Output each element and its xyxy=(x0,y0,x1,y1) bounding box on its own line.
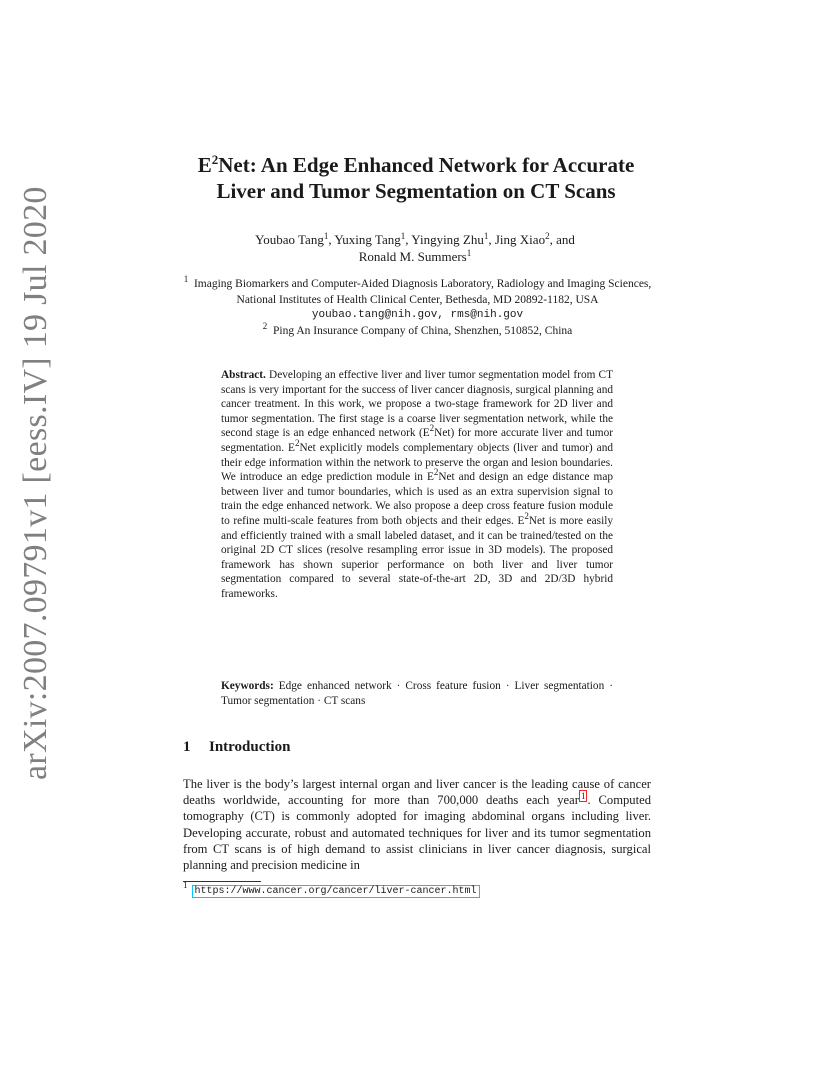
section-heading xyxy=(183,739,290,756)
affiliation-1 xyxy=(180,274,655,308)
author-name: Yuxing Tang xyxy=(334,232,401,247)
abstract-text: Net and design an edge distance map between liver and tumor boundaries, which is used as an extra supervision signal to train the edge enhanced network. We also propose a deep cross feature fusion module to refine multi-scale features from both objects and their edges. E xyxy=(221,471,613,527)
e2-sup: 2 xyxy=(524,510,529,521)
arxiv-stamp: arXiv:2007.09791v1 [eess.IV] 19 Jul 2020 xyxy=(17,186,54,780)
footnote-divider xyxy=(183,881,261,882)
abstract-text: Net explicitly models complementary objects (liver and tumor) and their edge information within the network to preserve the organ and lesion boundaries. We introduce an edge prediction module in E xyxy=(221,441,613,484)
keywords-text: Edge enhanced network · Cross feature fusion · Liver segmentation · Tumor segmentation · CT scans xyxy=(221,680,613,707)
affiliations xyxy=(180,274,655,339)
author-aff: 1 xyxy=(483,231,489,241)
author-aff: 1 xyxy=(466,248,472,258)
paper-title xyxy=(150,152,682,204)
intro-paragraph xyxy=(183,776,651,873)
author-aff: 1 xyxy=(323,231,329,241)
footnote-url-link[interactable]: https://www.cancer.org/cancer/liver-cancer.html xyxy=(192,885,480,898)
abstract-text: Net) for more accurate liver and tumor segmentation. E xyxy=(221,427,613,454)
intro-text: . Computed tomography (CT) is commonly adopted for imaging abdominal organs including liver. Developing accurate, robust and automated techniques for liver and its tumor segmentation from CT scans is of high demand to assist clinicians in liver cancer diagnosis, surgical planning and precision medicine in xyxy=(183,793,651,873)
affiliation-text: Imaging Biomarkers and Computer-Aided Diagnosis Laboratory, Radiology and Imaging Sciences, National Institutes of Health Clinical Center, Bethesda, MD 20892-1182, USA xyxy=(193,278,652,306)
e2-sup: 2 xyxy=(294,437,300,448)
section-title: Introduction xyxy=(209,739,291,755)
author-list: Youbao Tang$^1$, Yuxing Tang$^1$, Yingying Zhu$^1$, Jing Xiao$^2$, and Ronald M. Summers$^1$ xyxy=(255,231,575,264)
title-sup: 2 xyxy=(211,152,219,167)
section-number: 1 xyxy=(183,739,191,755)
abstract-label: Abstract. xyxy=(221,369,266,381)
e2-sup: 2 xyxy=(429,423,435,434)
abstract-text: Net is more easily and efficiently trained with a small labeled dataset, and it can be trained/tested on the original 2D CT slices (resolve resampling error issue in 3D models). The proposed framework has shown superior performance on both liver and liver tumor segmentation compared to several state-of-the-art 2D, 3D and 2D/3D hybrid frameworks. xyxy=(221,514,614,600)
author-aff: 1 xyxy=(400,231,406,241)
footnote-num: 1 xyxy=(183,880,188,890)
abstract-text: Developing an effective liver and liver tumor segmentation model from CT scans is very important for the success of liver cancer diagnosis, surgical planning and cancer treatment. In this work, we propose a two-stage framework for 2D liver and tumor segmentation. The first stage is a coarse liver segmentation network, while the second stage is an edge enhanced network (E xyxy=(221,369,613,440)
intro-text: The liver is the body’s largest internal organ and liver cancer is the leading cause of cancer deaths worldwide, accounting for more than 700,000 deaths each year xyxy=(183,777,651,808)
abstract xyxy=(221,368,613,602)
author-name: Jing Xiao xyxy=(494,232,546,247)
e2-sup: 2 xyxy=(433,467,439,478)
affiliation-num: 1 xyxy=(183,274,189,284)
email-addresses: youbao.tang@nih.gov, rms@nih.gov xyxy=(311,309,524,321)
footnote-link[interactable]: 1 xyxy=(580,791,586,802)
keywords-label: Keywords: xyxy=(221,680,274,692)
author-name: Yingying Zhu xyxy=(411,232,484,247)
footnote xyxy=(183,880,480,899)
author-aff: 2 xyxy=(545,231,550,241)
affiliation-2 xyxy=(180,320,655,340)
keywords xyxy=(221,679,613,708)
title-prefix: E xyxy=(197,153,212,177)
affiliation-text: Ping An Insurance Company of China, Shenzhen, 510852, China xyxy=(272,324,573,337)
title-line2: Liver and Tumor Segmentation on CT Scans xyxy=(216,179,616,203)
title-line1: Net: An Edge Enhanced Network for Accurate xyxy=(218,153,635,177)
author-name: Youbao Tang xyxy=(255,232,324,247)
author-name: Ronald M. Summers xyxy=(358,249,467,264)
affiliation-num: 2 xyxy=(262,320,268,331)
